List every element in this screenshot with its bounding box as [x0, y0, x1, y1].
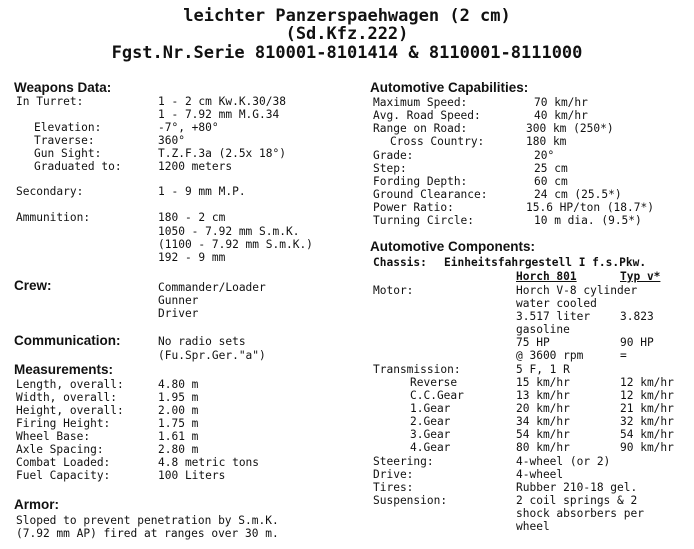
measurement-value: 1.95 m	[158, 391, 199, 404]
capability-value: 25 cm	[534, 162, 568, 175]
gear-speed-horch: 34 km/hr	[516, 415, 570, 428]
armor-text-line-1: Sloped to prevent penetration by S.m.K.	[16, 514, 279, 527]
motor-displacement-typ-v: 3.823	[620, 310, 654, 323]
measurement-label: Length, overall:	[16, 378, 124, 391]
crew-member-2: Gunner	[158, 294, 199, 307]
document-designation: (Sd.Kfz.222)	[285, 24, 409, 44]
measurement-value: 4.8 metric tons	[158, 456, 260, 469]
in-turret-label: In Turret:	[16, 95, 84, 108]
suspension-label: Suspension:	[373, 494, 448, 507]
gear-speed-horch: 20 km/hr	[516, 402, 570, 415]
ammunition-value-3: (1100 - 7.92 mm S.m.K.)	[158, 238, 313, 251]
suspension-value-3: wheel	[516, 520, 550, 533]
gear-label: 4.Gear	[410, 441, 451, 454]
measurement-value: 100 Liters	[158, 469, 226, 482]
secondary-label: Secondary:	[16, 185, 84, 198]
capability-label: Cross Country:	[390, 135, 485, 148]
gear-label: Reverse	[410, 376, 458, 389]
measurement-label: Fuel Capacity:	[16, 469, 111, 482]
capability-label: Range on Road:	[373, 122, 468, 135]
capability-value: 20°	[534, 149, 555, 162]
motor-label: Motor:	[373, 284, 414, 297]
measurements-section-title: Measurements:	[14, 362, 114, 377]
gear-speed-typ-v: 54 km/hr	[620, 428, 674, 441]
transmission-label: Transmission:	[373, 363, 461, 376]
capability-value: 40 km/hr	[534, 109, 588, 122]
gear-speed-typ-v: 12 km/hr	[620, 376, 674, 389]
automotive-capabilities-title: Automotive Capabilities:	[370, 80, 529, 95]
graduated-value: 1200 meters	[158, 160, 233, 173]
crew-member-3: Driver	[158, 307, 199, 320]
capability-label: Fording Depth:	[373, 175, 468, 188]
capability-value: 180 km	[526, 135, 567, 148]
automotive-components-title: Automotive Components:	[370, 239, 535, 254]
measurement-label: Width, overall:	[16, 391, 118, 404]
capability-value: 60 cm	[534, 175, 568, 188]
gear-speed-typ-v: 12 km/hr	[620, 389, 674, 402]
gear-speed-typ-v: 32 km/hr	[620, 415, 674, 428]
measurement-value: 2.00 m	[158, 404, 199, 417]
capability-label: Power Ratio:	[373, 201, 454, 214]
traverse-label: Traverse:	[34, 134, 95, 147]
in-turret-value-2: 1 - 7.92 mm M.G.34	[158, 108, 280, 121]
chassis-value: Einheitsfahrgestell I f.s.Pkw.	[444, 256, 647, 269]
horch-801-column-header: Horch 801	[516, 270, 577, 283]
gear-label: 1.Gear	[410, 402, 451, 415]
drive-value: 4-wheel	[516, 468, 564, 481]
chassis-label: Chassis:	[373, 256, 427, 269]
ammunition-label: Ammunition:	[16, 211, 91, 224]
tires-value: Rubber 210-18 gel.	[516, 481, 638, 494]
measurement-label: Combat Loaded:	[16, 456, 111, 469]
capability-label: Turning Circle:	[373, 214, 475, 227]
measurement-label: Axle Spacing:	[16, 443, 104, 456]
elevation-value: -7°, +80°	[158, 121, 219, 134]
motor-power-horch: 75 HP	[516, 336, 550, 349]
graduated-label: Graduated to:	[34, 160, 122, 173]
document-title: leichter Panzerspaehwagen (2 cm)	[183, 6, 511, 26]
gear-speed-typ-v: 90 km/hr	[620, 441, 674, 454]
capability-label: Avg. Road Speed:	[373, 109, 481, 122]
measurement-value: 1.75 m	[158, 417, 199, 430]
communication-value-1: No radio sets	[158, 335, 246, 348]
measurement-value: 2.80 m	[158, 443, 199, 456]
motor-rpm-typ-v: =	[620, 349, 627, 362]
elevation-label: Elevation:	[34, 121, 102, 134]
gear-speed-typ-v: 21 km/hr	[620, 402, 674, 415]
measurement-label: Wheel Base:	[16, 430, 91, 443]
in-turret-value-1: 1 - 2 cm Kw.K.30/38	[158, 95, 286, 108]
capability-label: Step:	[373, 162, 407, 175]
measurement-value: 1.61 m	[158, 430, 199, 443]
gear-label: 2.Gear	[410, 415, 451, 428]
capability-value: 70 km/hr	[534, 96, 588, 109]
measurement-label: Firing Height:	[16, 417, 111, 430]
ammunition-value-1: 180 - 2 cm	[158, 211, 226, 224]
communication-value-2: (Fu.Spr.Ger."a")	[158, 349, 266, 362]
gear-speed-horch: 13 km/hr	[516, 389, 570, 402]
ammunition-value-2: 1050 - 7.92 mm S.m.K.	[158, 225, 300, 238]
suspension-value-2: shock absorbers per	[516, 507, 644, 520]
drive-label: Drive:	[373, 468, 414, 481]
tires-label: Tires:	[373, 481, 414, 494]
gear-speed-horch: 80 km/hr	[516, 441, 570, 454]
chassis-serial-range: Fgst.Nr.Serie 810001-8101414 & 8110001-8111000	[111, 43, 583, 63]
traverse-value: 360°	[158, 134, 185, 147]
gear-speed-horch: 15 km/hr	[516, 376, 570, 389]
motor-value-1: Horch V-8 cylinder	[516, 284, 638, 297]
gear-label: 3.Gear	[410, 428, 451, 441]
armor-section-title: Armor:	[14, 497, 60, 512]
crew-member-1: Commander/Loader	[158, 281, 266, 294]
capability-value: 10 m dia. (9.5*)	[534, 214, 642, 227]
motor-value-2: water cooled	[516, 297, 597, 310]
capability-value: 15.6 HP/ton (18.7*)	[526, 201, 654, 214]
capability-label: Grade:	[373, 149, 414, 162]
transmission-value: 5 F, 1 R	[516, 363, 570, 376]
steering-value: 4-wheel (or 2)	[516, 455, 611, 468]
crew-section-title: Crew:	[14, 278, 52, 293]
measurement-label: Height, overall:	[16, 404, 124, 417]
secondary-value: 1 - 9 mm M.P.	[158, 185, 246, 198]
suspension-value-1: 2 coil springs & 2	[516, 494, 638, 507]
capability-value: 300 km (250*)	[526, 122, 614, 135]
typ-v-column-header: Typ v*	[620, 270, 661, 283]
capability-label: Ground Clearance:	[373, 188, 488, 201]
motor-power-typ-v: 90 HP	[620, 336, 654, 349]
gear-speed-horch: 54 km/hr	[516, 428, 570, 441]
motor-displacement-horch: 3.517 liter	[516, 310, 591, 323]
gear-label: C.C.Gear	[410, 389, 464, 402]
steering-label: Steering:	[373, 455, 434, 468]
motor-rpm: @ 3600 rpm	[516, 349, 584, 362]
ammunition-value-4: 192 - 9 mm	[158, 251, 226, 264]
capability-label: Maximum Speed:	[373, 96, 468, 109]
armor-text-line-2: (7.92 mm AP) fired at ranges over 30 m.	[16, 527, 279, 540]
gun-sight-label: Gun Sight:	[34, 147, 102, 160]
capability-value: 24 cm (25.5*)	[534, 188, 622, 201]
weapons-section-title: Weapons Data:	[14, 80, 112, 95]
communication-section-title: Communication:	[14, 333, 121, 348]
motor-fuel: gasoline	[516, 323, 570, 336]
gun-sight-value: T.Z.F.3a (2.5x 18°)	[158, 147, 286, 160]
measurement-value: 4.80 m	[158, 378, 199, 391]
